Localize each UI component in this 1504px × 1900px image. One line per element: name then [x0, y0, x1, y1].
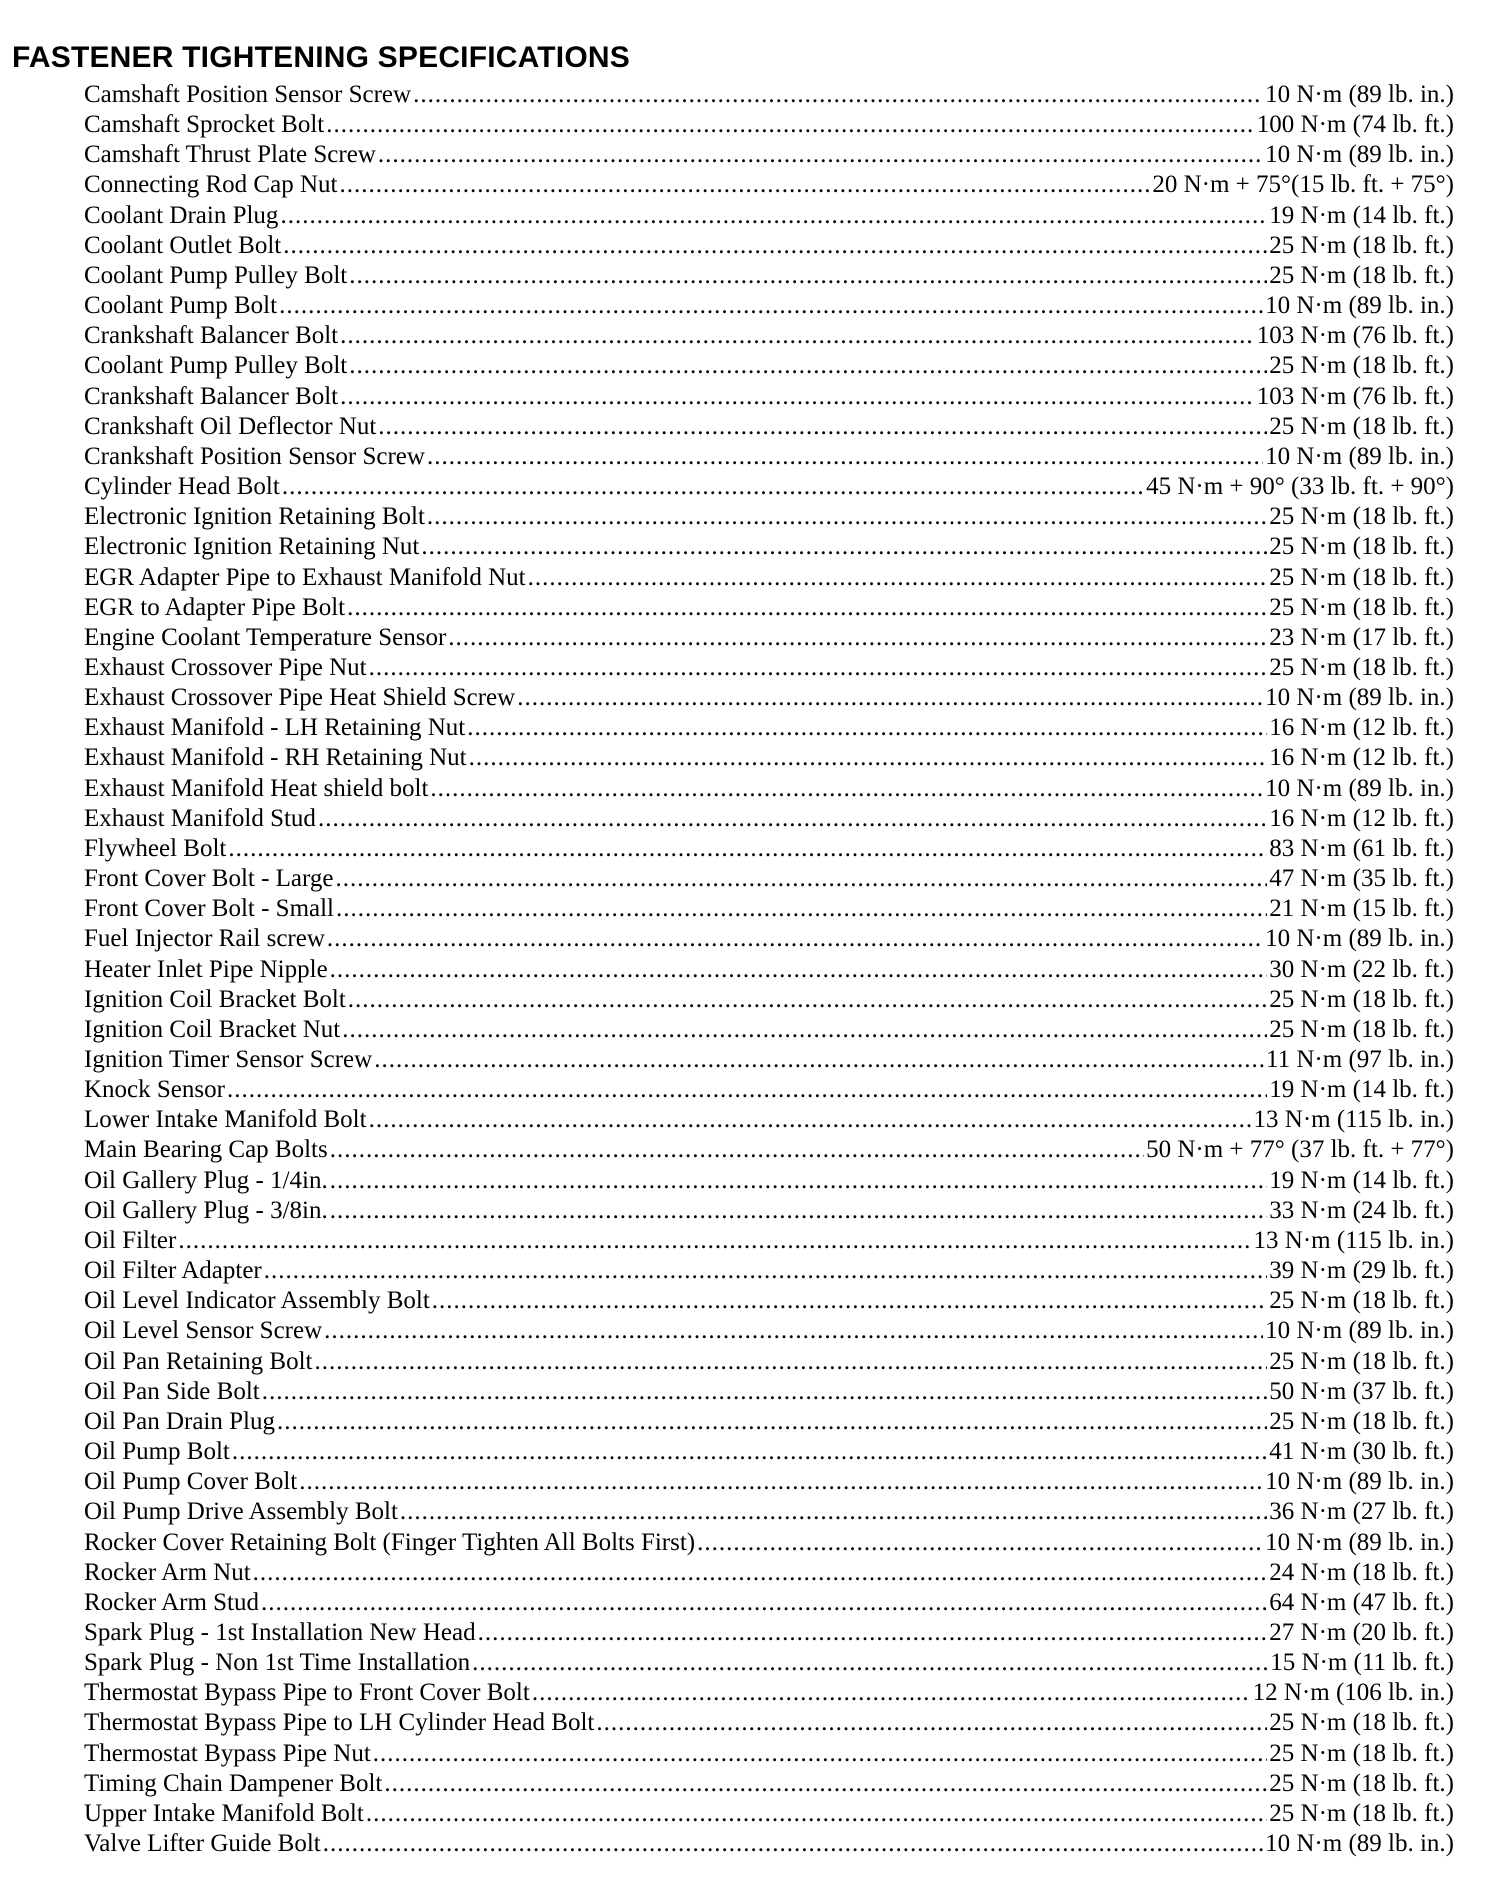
spec-value: 10 N·m (89 lb. in.): [1265, 1317, 1454, 1345]
dot-leader: [413, 80, 1263, 110]
spec-value: 50 N·m + 77° (37 lb. ft. + 77°): [1146, 1136, 1454, 1164]
spec-row: [84, 532, 1454, 562]
spec-name: Coolant Drain Plug: [84, 201, 279, 229]
spec-value: 41 N·m (30 lb. ft.): [1269, 1438, 1454, 1466]
spec-value: 25 N·m (18 lb. ft.): [1269, 653, 1454, 681]
dot-leader: [347, 593, 1267, 623]
dot-leader: [374, 1045, 1264, 1075]
spec-name: Front Cover Bolt - Large: [84, 865, 334, 893]
spec-row: [84, 1648, 1454, 1678]
spec-name: Crankshaft Oil Deflector Nut: [84, 412, 377, 440]
spec-value: 100 N·m (74 lb. ft.): [1256, 111, 1454, 139]
dot-leader: [324, 1316, 1263, 1346]
spec-value: 103 N·m (76 lb. ft.): [1256, 322, 1454, 350]
spec-row: [84, 382, 1454, 412]
spec-value: 13 N·m (115 lb. in.): [1253, 1226, 1454, 1254]
spec-row: [84, 502, 1454, 532]
spec-row: [84, 1678, 1454, 1708]
spec-name: Exhaust Manifold Heat shield bolt: [84, 774, 429, 802]
spec-name: Oil Level Sensor Screw: [84, 1317, 323, 1345]
spec-name: Camshaft Thrust Plate Screw: [84, 141, 376, 169]
dot-leader: [262, 1377, 1268, 1407]
spec-value: 64 N·m (47 lb. ft.): [1269, 1588, 1454, 1616]
spec-row: [84, 955, 1454, 985]
spec-name: Ignition Timer Sensor Screw: [84, 1046, 373, 1073]
spec-name: Thermostat Bypass Pipe to Front Cover Bolt: [84, 1679, 530, 1707]
spec-value: 21 N·m (15 lb. ft.): [1269, 895, 1454, 923]
spec-row: [84, 894, 1454, 924]
spec-value: 11 N·m (97 lb. in.): [1266, 1046, 1454, 1073]
spec-row: [84, 1407, 1454, 1437]
spec-row: [84, 1347, 1454, 1377]
spec-row: [84, 1256, 1454, 1286]
dot-leader: [430, 774, 1263, 804]
spec-list: [84, 80, 1454, 1859]
spec-value: 103 N·m (76 lb. ft.): [1256, 382, 1454, 410]
dot-leader: [264, 1256, 1268, 1286]
spec-name: Upper Intake Manifold Bolt: [84, 1799, 364, 1827]
spec-row: [84, 1467, 1454, 1497]
spec-row: [84, 1045, 1454, 1075]
spec-row: [84, 563, 1454, 593]
dot-leader: [330, 1135, 1144, 1165]
spec-value: 24 N·m (18 lb. ft.): [1269, 1558, 1454, 1586]
spec-value: 30 N·m (22 lb. ft.): [1269, 955, 1454, 983]
dot-leader: [339, 170, 1150, 200]
spec-name: Ignition Coil Bracket Bolt: [84, 985, 346, 1013]
spec-value: 25 N·m (18 lb. ft.): [1269, 231, 1454, 259]
spec-name: Oil Gallery Plug - 1/4in.: [84, 1166, 328, 1194]
spec-row: [84, 1588, 1454, 1618]
dot-leader: [369, 653, 1268, 683]
spec-name: Oil Pan Drain Plug: [84, 1407, 275, 1435]
spec-row: [84, 1618, 1454, 1648]
spec-name: Oil Pump Drive Assembly Bolt: [84, 1498, 398, 1526]
dot-leader: [314, 1347, 1267, 1377]
dot-leader: [528, 563, 1268, 593]
dot-leader: [478, 1618, 1268, 1648]
spec-row: [84, 1708, 1454, 1738]
spec-value: 10 N·m (89 lb. in.): [1265, 141, 1454, 169]
spec-value: 25 N·m (18 lb. ft.): [1269, 1347, 1454, 1375]
spec-name: Electronic Ignition Retaining Bolt: [84, 503, 425, 531]
dot-leader: [277, 1407, 1267, 1437]
spec-row: [84, 170, 1454, 200]
spec-value: 12 N·m (106 lb. in.): [1252, 1679, 1454, 1707]
dot-leader: [261, 1588, 1267, 1618]
spec-row: [84, 1437, 1454, 1467]
dot-leader: [467, 713, 1267, 743]
dot-leader: [336, 894, 1267, 924]
spec-name: EGR Adapter Pipe to Exhaust Manifold Nut: [84, 563, 526, 591]
spec-name: Coolant Outlet Bolt: [84, 231, 282, 259]
spec-value: 10 N·m (89 lb. in.): [1265, 925, 1454, 953]
spec-value: 25 N·m (18 lb. ft.): [1269, 412, 1454, 440]
spec-value: 10 N·m (89 lb. in.): [1265, 292, 1454, 320]
spec-name: Rocker Arm Nut: [84, 1558, 251, 1586]
spec-row: [84, 683, 1454, 713]
dot-leader: [232, 1437, 1267, 1467]
spec-row: [84, 1166, 1454, 1196]
dot-leader: [448, 623, 1267, 653]
dot-leader: [282, 472, 1144, 502]
dot-leader: [330, 1196, 1268, 1226]
dot-leader: [330, 1166, 1268, 1196]
dot-leader: [253, 1558, 1268, 1588]
spec-name: Spark Plug - Non 1st Time Installation: [84, 1649, 471, 1677]
spec-row: [84, 1739, 1454, 1769]
spec-value: 25 N·m (18 lb. ft.): [1269, 1799, 1454, 1827]
spec-value: 10 N·m (89 lb. in.): [1265, 1528, 1454, 1556]
spec-name: Exhaust Manifold Stud: [84, 804, 316, 832]
spec-row: [84, 834, 1454, 864]
spec-name: Exhaust Crossover Pipe Heat Shield Screw: [84, 684, 516, 712]
spec-value: 25 N·m (18 lb. ft.): [1269, 1015, 1454, 1043]
spec-name: Oil Pan Retaining Bolt: [84, 1347, 313, 1375]
spec-value: 13 N·m (115 lb. in.): [1253, 1106, 1454, 1134]
dot-leader: [472, 1648, 1268, 1678]
spec-name: Knock Sensor: [84, 1076, 225, 1104]
dot-leader: [342, 1015, 1267, 1045]
spec-value: 83 N·m (61 lb. ft.): [1269, 834, 1454, 862]
dot-leader: [384, 1769, 1267, 1799]
dot-leader: [366, 1799, 1267, 1829]
spec-value: 25 N·m (18 lb. ft.): [1269, 533, 1454, 561]
spec-name: Crankshaft Balancer Bolt: [84, 382, 339, 410]
spec-row: [84, 291, 1454, 321]
dot-leader: [340, 321, 1255, 351]
spec-row: [84, 1105, 1454, 1135]
spec-name: Fuel Injector Rail screw: [84, 925, 325, 953]
spec-name: Thermostat Bypass Pipe Nut: [84, 1739, 371, 1767]
spec-value: 39 N·m (29 lb. ft.): [1269, 1257, 1454, 1285]
spec-value: 25 N·m (18 lb. ft.): [1269, 1287, 1454, 1315]
spec-value: 25 N·m (18 lb. ft.): [1269, 503, 1454, 531]
page-title: FASTENER TIGHTENING SPECIFICATIONS: [12, 41, 630, 74]
spec-value: 47 N·m (35 lb. ft.): [1269, 865, 1454, 893]
spec-value: 27 N·m (20 lb. ft.): [1269, 1618, 1454, 1646]
spec-value: 16 N·m (12 lb. ft.): [1269, 744, 1454, 772]
spec-row: [84, 261, 1454, 291]
spec-name: Thermostat Bypass Pipe to LH Cylinder Head Bolt: [84, 1709, 595, 1737]
spec-row: [84, 774, 1454, 804]
spec-row: [84, 713, 1454, 743]
spec-row: [84, 1075, 1454, 1105]
spec-value: 10 N·m (89 lb. in.): [1265, 774, 1454, 802]
spec-row: [84, 140, 1454, 170]
spec-value: 10 N·m (89 lb. in.): [1265, 81, 1454, 108]
spec-row: [84, 412, 1454, 442]
spec-row: [84, 743, 1454, 773]
spec-name: Exhaust Crossover Pipe Nut: [84, 653, 367, 681]
spec-name: Front Cover Bolt - Small: [84, 895, 334, 923]
spec-row: [84, 231, 1454, 261]
spec-row: [84, 804, 1454, 834]
dot-leader: [532, 1678, 1251, 1708]
spec-row: [84, 593, 1454, 623]
spec-name: Coolant Pump Bolt: [84, 292, 278, 320]
spec-name: Coolant Pump Pulley Bolt: [84, 352, 348, 380]
spec-name: Oil Filter: [84, 1226, 177, 1254]
dot-leader: [349, 261, 1267, 291]
dot-leader: [299, 1467, 1263, 1497]
dot-leader: [340, 382, 1255, 412]
dot-leader: [327, 924, 1263, 954]
spec-row: [84, 1528, 1454, 1558]
spec-value: 25 N·m (18 lb. ft.): [1269, 593, 1454, 621]
dot-leader: [432, 1286, 1268, 1316]
dot-leader: [323, 1829, 1263, 1859]
spec-value: 20 N·m + 75°(15 lb. ft. + 75°): [1152, 171, 1454, 199]
spec-name: Electronic Ignition Retaining Nut: [84, 533, 420, 561]
spec-name: Rocker Arm Stud: [84, 1588, 259, 1616]
spec-value: 25 N·m (18 lb. ft.): [1269, 563, 1454, 591]
dot-leader: [373, 1739, 1268, 1769]
spec-row: [84, 351, 1454, 381]
spec-name: Oil Pump Bolt: [84, 1438, 230, 1466]
dot-leader: [421, 532, 1267, 562]
spec-name: EGR to Adapter Pipe Bolt: [84, 593, 346, 621]
spec-value: 10 N·m (89 lb. in.): [1265, 1830, 1454, 1858]
dot-leader: [228, 834, 1267, 864]
spec-name: Rocker Cover Retaining Bolt (Finger Tighten All Bolts First): [84, 1528, 696, 1556]
spec-name: Oil Filter Adapter: [84, 1257, 262, 1285]
dot-leader: [517, 683, 1263, 713]
spec-row: [84, 442, 1454, 472]
dot-leader: [427, 442, 1263, 472]
spec-value: 19 N·m (14 lb. ft.): [1269, 1076, 1454, 1104]
dot-leader: [378, 140, 1263, 170]
spec-value: 25 N·m (18 lb. ft.): [1269, 1739, 1454, 1767]
dot-leader: [330, 955, 1268, 985]
dot-leader: [427, 502, 1267, 532]
spec-name: Main Bearing Cap Bolts: [84, 1136, 328, 1164]
dot-leader: [336, 864, 1268, 894]
dot-leader: [348, 985, 1268, 1015]
spec-row: [84, 1015, 1454, 1045]
dot-leader: [349, 351, 1267, 381]
spec-row: [84, 1558, 1454, 1588]
spec-row: [84, 1829, 1454, 1859]
spec-name: Flywheel Bolt: [84, 834, 227, 862]
spec-name: Lower Intake Manifold Bolt: [84, 1106, 367, 1134]
dot-leader: [280, 201, 1267, 231]
spec-row: [84, 1377, 1454, 1407]
spec-value: 36 N·m (27 lb. ft.): [1269, 1498, 1454, 1526]
spec-row: [84, 1769, 1454, 1799]
spec-value: 25 N·m (18 lb. ft.): [1269, 1407, 1454, 1435]
spec-value: 23 N·m (17 lb. ft.): [1269, 623, 1454, 651]
dot-leader: [318, 804, 1267, 834]
spec-name: Exhaust Manifold - RH Retaining Nut: [84, 744, 467, 772]
dot-leader: [326, 110, 1255, 140]
spec-name: Connecting Rod Cap Nut: [84, 171, 338, 199]
spec-name: Exhaust Manifold - LH Retaining Nut: [84, 714, 466, 742]
spec-name: Crankshaft Position Sensor Screw: [84, 442, 425, 470]
spec-value: 10 N·m (89 lb. in.): [1265, 1468, 1454, 1496]
spec-value: 10 N·m (89 lb. in.): [1265, 442, 1454, 470]
spec-value: 16 N·m (12 lb. ft.): [1269, 714, 1454, 742]
spec-value: 19 N·m (14 lb. ft.): [1269, 201, 1454, 229]
dot-leader: [279, 291, 1263, 321]
spec-row: [84, 110, 1454, 140]
spec-name: Oil Pump Cover Bolt: [84, 1468, 298, 1496]
dot-leader: [227, 1075, 1267, 1105]
spec-row: [84, 653, 1454, 683]
spec-value: 16 N·m (12 lb. ft.): [1269, 804, 1454, 832]
spec-name: Ignition Coil Bracket Nut: [84, 1015, 341, 1043]
spec-value: 25 N·m (18 lb. ft.): [1269, 985, 1454, 1013]
spec-name: Heater Inlet Pipe Nipple: [84, 955, 328, 983]
spec-name: Coolant Pump Pulley Bolt: [84, 261, 348, 289]
dot-leader: [400, 1497, 1267, 1527]
spec-row: [84, 201, 1454, 231]
dot-leader: [369, 1105, 1252, 1135]
spec-row: [84, 1226, 1454, 1256]
spec-value: 45 N·m + 90° (33 lb. ft. + 90°): [1146, 473, 1454, 501]
spec-row: [84, 1316, 1454, 1346]
spec-name: Oil Level Indicator Assembly Bolt: [84, 1287, 430, 1315]
dot-leader: [178, 1226, 1251, 1256]
spec-row: [84, 924, 1454, 954]
spec-row: [84, 1799, 1454, 1829]
spec-name: Crankshaft Balancer Bolt: [84, 322, 339, 350]
dot-leader: [697, 1528, 1263, 1558]
dot-leader: [283, 231, 1267, 261]
spec-row: [84, 1497, 1454, 1527]
spec-value: 19 N·m (14 lb. ft.): [1269, 1166, 1454, 1194]
spec-row: [84, 623, 1454, 653]
spec-row: [84, 1286, 1454, 1316]
dot-leader: [596, 1708, 1267, 1738]
spec-row: [84, 864, 1454, 894]
spec-name: Oil Gallery Plug - 3/8in.: [84, 1196, 328, 1224]
spec-name: Engine Coolant Temperature Sensor: [84, 623, 447, 651]
spec-name: Spark Plug - 1st Installation New Head: [84, 1618, 476, 1646]
spec-row: [84, 80, 1454, 110]
spec-name: Valve Lifter Guide Bolt: [84, 1830, 321, 1858]
spec-value: 10 N·m (89 lb. in.): [1265, 684, 1454, 712]
spec-name: Camshaft Position Sensor Screw: [84, 81, 412, 108]
spec-row: [84, 1196, 1454, 1226]
spec-value: 15 N·m (11 lb. ft.): [1270, 1649, 1454, 1677]
spec-value: 33 N·m (24 lb. ft.): [1269, 1196, 1454, 1224]
spec-row: [84, 321, 1454, 351]
spec-value: 25 N·m (18 lb. ft.): [1269, 1769, 1454, 1797]
spec-value: 25 N·m (18 lb. ft.): [1269, 352, 1454, 380]
spec-row: [84, 472, 1454, 502]
spec-value: 25 N·m (18 lb. ft.): [1269, 261, 1454, 289]
spec-row: [84, 985, 1454, 1015]
dot-leader: [469, 743, 1268, 773]
spec-name: Cylinder Head Bolt: [84, 473, 280, 501]
spec-row: [84, 1135, 1454, 1165]
spec-value: 50 N·m (37 lb. ft.): [1269, 1377, 1454, 1405]
dot-leader: [378, 412, 1267, 442]
spec-name: Camshaft Sprocket Bolt: [84, 111, 325, 139]
spec-name: Oil Pan Side Bolt: [84, 1377, 260, 1405]
spec-name: Timing Chain Dampener Bolt: [84, 1769, 383, 1797]
spec-value: 25 N·m (18 lb. ft.): [1269, 1709, 1454, 1737]
